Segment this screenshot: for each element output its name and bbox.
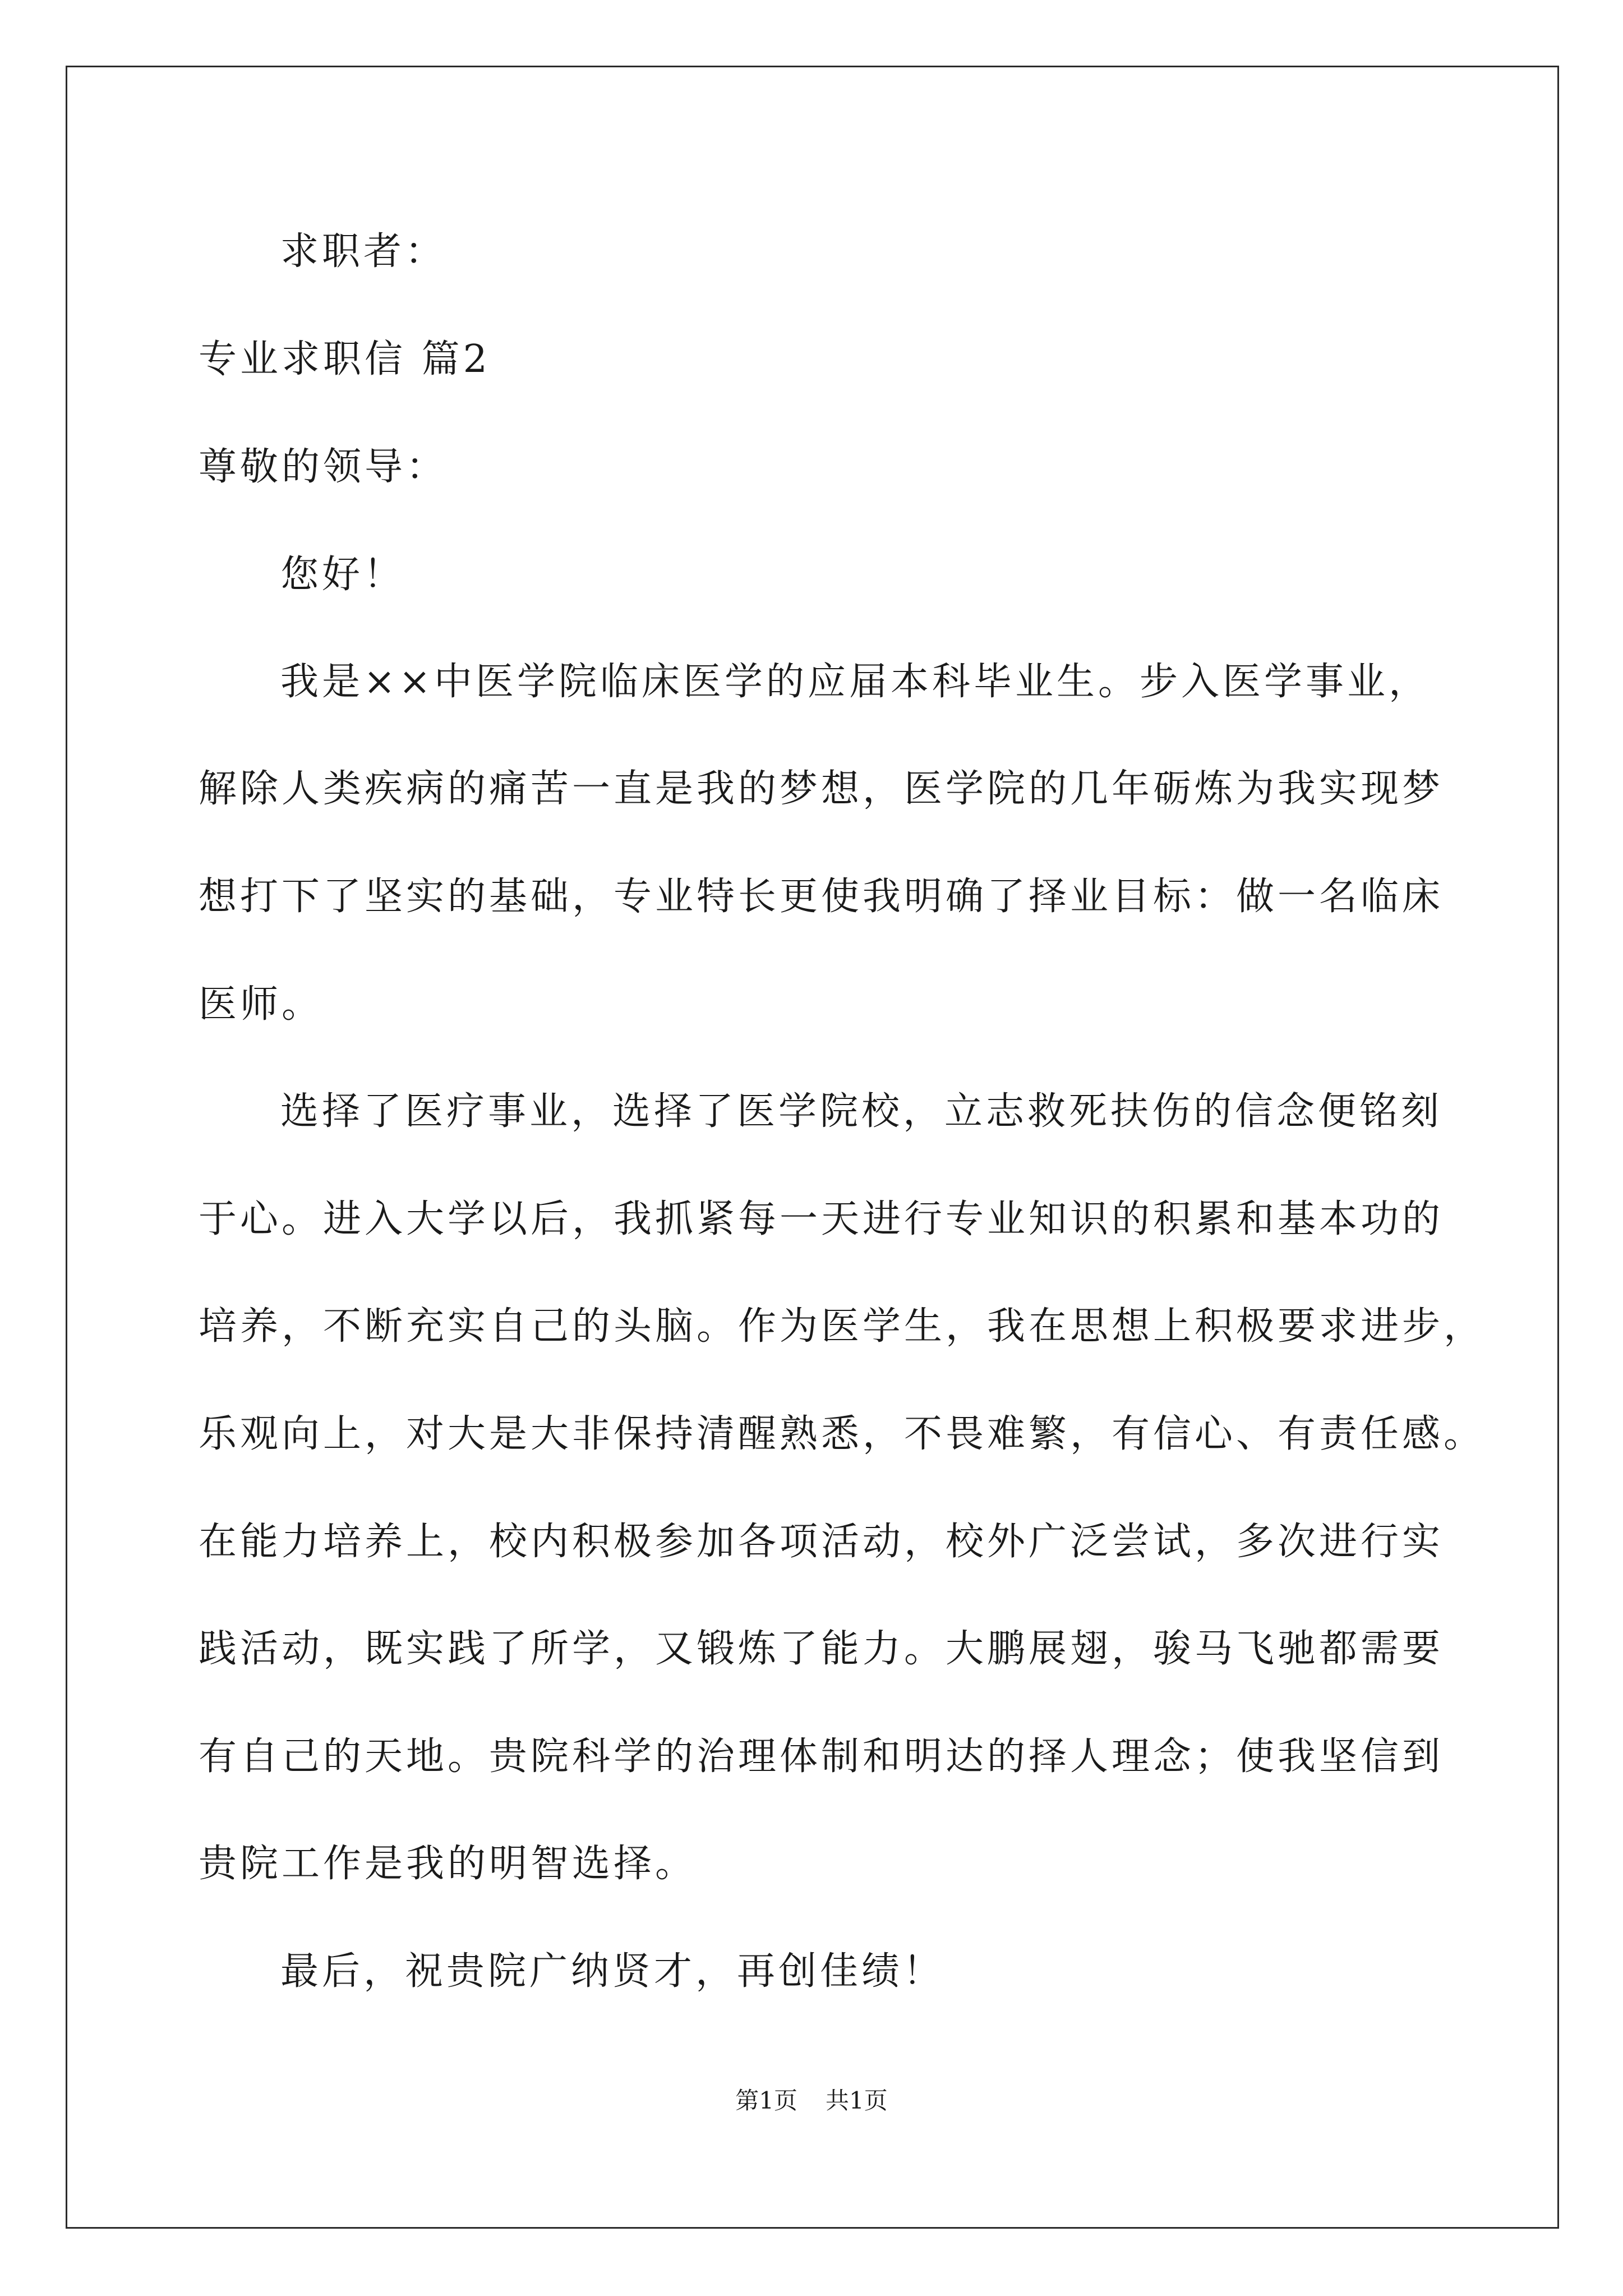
paragraph-2-line-6: 践活动，既实践了所学，又锻炼了能力。大鹏展翅，骏马飞驰都需要 [199, 1627, 1444, 1671]
salutation: 尊敬的领导： [199, 445, 448, 489]
section-heading: 专业求职信 篇2 [199, 337, 491, 381]
paragraph-2-line-8: 贵院工作是我的明智选择。 [199, 1842, 697, 1886]
paragraph-2-line-1: 选择了医疗事业，选择了医学院校，立志救死扶伤的信念便铭刻 [280, 1089, 1443, 1134]
paragraph-2-line-7: 有自己的天地。贵院科学的治理体制和明达的择人理念；使我坚信到 [199, 1734, 1444, 1779]
greeting: 您好！ [280, 553, 405, 597]
paragraph-1-line-3: 想打下了坚实的基础，专业特长更使我明确了择业目标：做一名临床 [199, 875, 1444, 919]
page-total: 共1页 [826, 2087, 888, 2114]
paragraph-1-line-4: 医师。 [199, 982, 324, 1027]
page-number: 第1页 [735, 2087, 797, 2114]
closing-line: 最后，祝贵院广纳贤才，再创佳绩！ [280, 1949, 945, 1994]
page-footer [0, 2084, 1623, 2118]
signature-label: 求职者： [280, 229, 447, 274]
paragraph-2-line-2: 于心。进入大学以后，我抓紧每一天进行专业知识的积累和基本功的 [199, 1197, 1444, 1241]
paragraph-1-line-1: 我是××中医学院临床医学的应届本科毕业生。步入医学事业， [280, 660, 1430, 704]
paragraph-2-line-3: 培养，不断充实自己的头脑。作为医学生，我在思想上积极要求进步， [199, 1304, 1486, 1349]
paragraph-2-line-5: 在能力培养上，校内积极参加各项活动，校外广泛尝试，多次进行实 [199, 1520, 1444, 1564]
page-border [66, 66, 1559, 2229]
paragraph-2-line-4: 乐观向上，对大是大非保持清醒熟悉，不畏难繁，有信心、有责任感。 [199, 1412, 1486, 1456]
paragraph-1-line-2: 解除人类疾病的痛苦一直是我的梦想，医学院的几年砺炼为我实现梦 [199, 767, 1444, 811]
